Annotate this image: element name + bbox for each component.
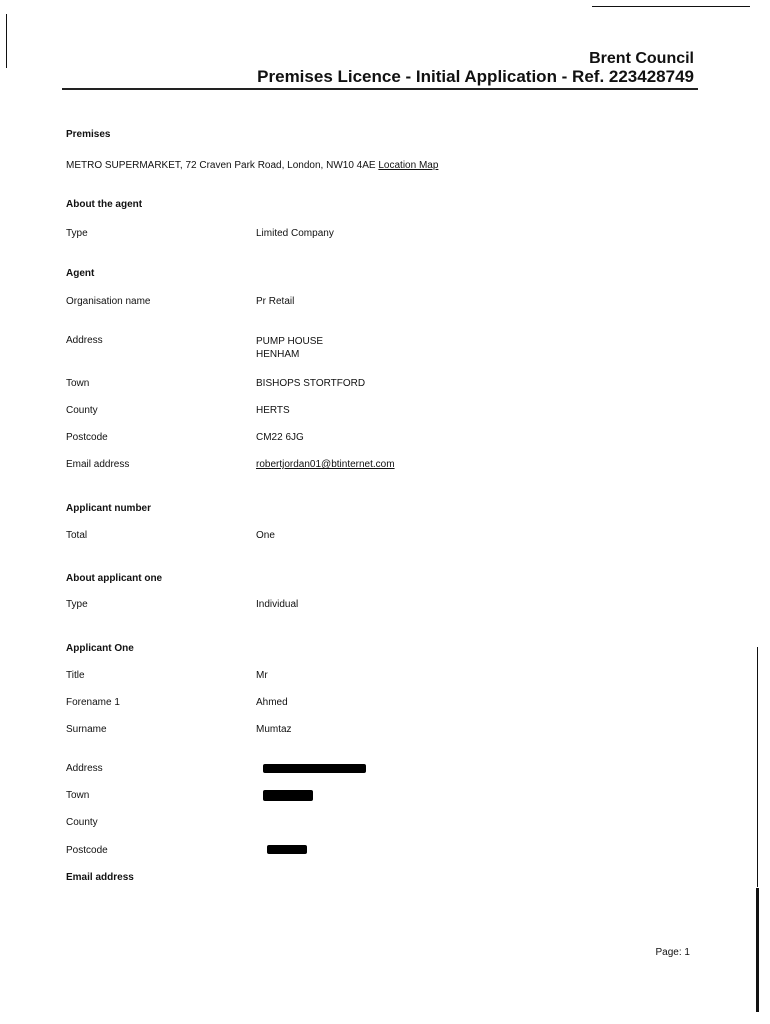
premises-address: METRO SUPERMARKET, 72 Craven Park Road, London, NW10 4AE <box>66 160 376 171</box>
scan-mark-top-right <box>592 6 750 7</box>
organisation-name: Brent Council <box>589 50 694 67</box>
premises-heading: Premises <box>66 129 111 140</box>
agent-postcode-value: CM22 6JG <box>256 432 304 443</box>
premises-address-line <box>66 160 438 171</box>
applicant-postcode-label: Postcode <box>66 845 108 856</box>
agent-address-label: Address <box>66 335 103 346</box>
applicant-total-value: One <box>256 530 275 541</box>
agent-town-label: Town <box>66 378 90 389</box>
document-title: Premises Licence - Initial Application - Ref. 223428749 <box>257 67 694 86</box>
applicant-title-label: Title <box>66 670 85 681</box>
agent-organisation-label: Organisation name <box>66 296 151 307</box>
applicant-email-label: Email address <box>66 872 134 883</box>
agent-type-label: Type <box>66 228 88 239</box>
applicant-surname-value: Mumtaz <box>256 724 292 735</box>
applicant-address-label: Address <box>66 763 103 774</box>
agent-address-line-1: PUMP HOUSE <box>256 336 324 347</box>
about-applicant-one-heading: About applicant one <box>66 573 163 584</box>
scan-mark-right-thin <box>757 647 758 887</box>
scan-mark-right-thick <box>756 888 759 1012</box>
applicant-county-label: County <box>66 817 98 828</box>
scan-mark-top-left <box>6 14 7 68</box>
applicant-number-heading: Applicant number <box>66 503 152 514</box>
agent-address-line-2: HENHAM <box>256 349 300 360</box>
agent-organisation-value: Pr Retail <box>256 296 295 307</box>
agent-county-value: HERTS <box>256 405 290 416</box>
applicant-forename-label: Forename 1 <box>66 697 120 708</box>
applicant-title-value: Mr <box>256 670 268 681</box>
agent-county-label: County <box>66 405 98 416</box>
agent-email-link[interactable]: robertjordan01@btinternet.com <box>256 459 395 470</box>
agent-town-value: BISHOPS STORTFORD <box>256 378 366 389</box>
applicant-address-redaction <box>263 764 366 773</box>
applicant-type-value: Individual <box>256 599 299 610</box>
applicant-town-label: Town <box>66 790 90 801</box>
location-map-link[interactable]: Location Map <box>378 160 439 171</box>
header-divider <box>62 88 698 90</box>
page-number: Page: 1 <box>655 947 690 958</box>
applicant-total-label: Total <box>66 530 88 541</box>
applicant-forename-value: Ahmed <box>256 697 288 708</box>
agent-address-value <box>256 335 323 361</box>
agent-heading: Agent <box>66 268 95 279</box>
applicant-town-redaction <box>263 790 313 801</box>
applicant-type-label: Type <box>66 599 88 610</box>
agent-type-value: Limited Company <box>256 228 334 239</box>
about-agent-heading: About the agent <box>66 199 143 210</box>
agent-postcode-label: Postcode <box>66 432 108 443</box>
applicant-one-heading: Applicant One <box>66 643 134 654</box>
applicant-surname-label: Surname <box>66 724 107 735</box>
agent-email-label: Email address <box>66 459 130 470</box>
applicant-postcode-redaction <box>267 845 307 854</box>
